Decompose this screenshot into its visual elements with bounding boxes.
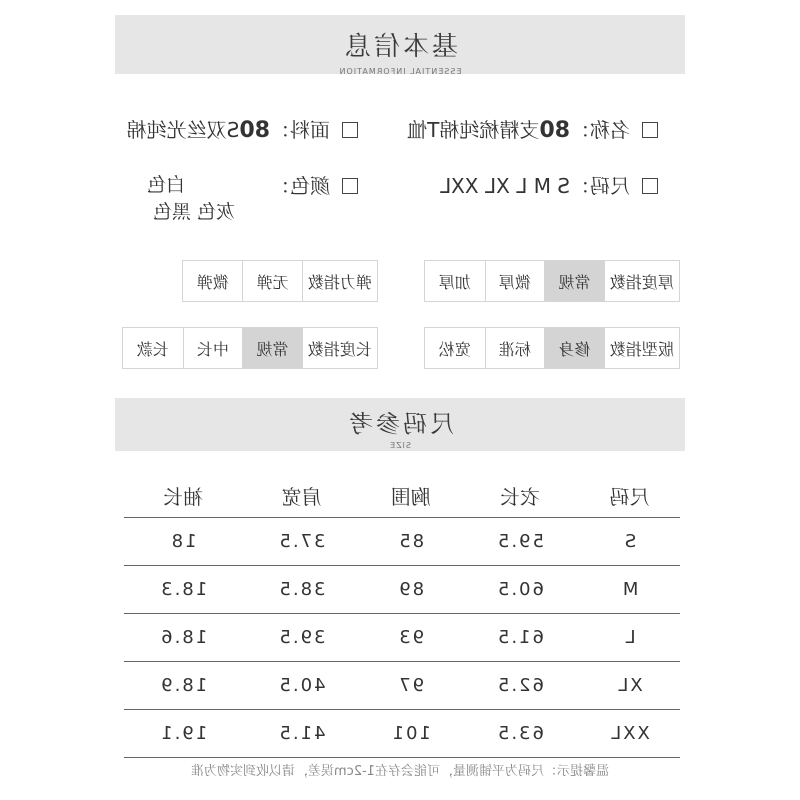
table-cell: 85 — [361, 518, 461, 566]
name-checkbox[interactable] — [642, 122, 658, 138]
elasticity-label: 弹力指数 — [302, 261, 377, 301]
elasticity-option-slight[interactable]: 微弹 — [196, 272, 229, 292]
table-cell: 61.5 — [461, 614, 579, 662]
table-cell: 18 — [124, 518, 242, 566]
color-label: 颜色： — [270, 174, 330, 198]
table-cell: 89 — [361, 566, 461, 614]
field-name — [407, 116, 658, 145]
thickness-label: 厚度指数 — [604, 261, 679, 301]
table-cell: 93 — [361, 614, 461, 662]
size-value: S M L XL XXL — [440, 174, 570, 198]
basic-info-banner — [115, 15, 685, 74]
header-sleeve: 袖长 — [124, 473, 242, 518]
header-length: 衣长 — [461, 473, 579, 518]
table-cell: 39.5 — [242, 614, 360, 662]
elasticity-option-none[interactable]: 无弹 — [242, 261, 301, 301]
fabric-label: 面料： — [270, 118, 330, 142]
table-row — [124, 662, 680, 710]
size-reference-title: 尺码参考 — [346, 410, 454, 438]
fit-option-standard[interactable]: 标准 — [485, 328, 545, 368]
field-color — [270, 172, 358, 200]
table-cell: 18.6 — [124, 614, 242, 662]
length-option-mid-long[interactable]: 中长 — [183, 328, 243, 368]
table-cell: 18.3 — [124, 566, 242, 614]
measurement-tip: 温馨提示：尺码为平铺测量，可能会存在1-2cm误差，请以收到实物为准 — [190, 764, 610, 779]
table-row — [124, 710, 680, 758]
table-cell: M — [579, 566, 680, 614]
basic-info-title: 基本信息 — [342, 32, 459, 62]
field-size — [440, 172, 658, 200]
size-checkbox[interactable] — [642, 178, 658, 194]
table-cell: 40.5 — [242, 662, 360, 710]
fit-scale — [424, 327, 680, 369]
table-cell: 18.9 — [124, 662, 242, 710]
table-cell: S — [579, 518, 680, 566]
color-values-line1: 白色 — [146, 174, 185, 196]
fit-option-slim[interactable]: 修身 — [544, 328, 604, 368]
field-fabric — [127, 116, 358, 145]
length-scale — [122, 327, 378, 369]
table-row — [124, 518, 680, 566]
fabric-value-number: 80 — [239, 118, 270, 143]
length-option-long[interactable]: 长款 — [136, 339, 169, 359]
size-reference-banner — [115, 398, 685, 451]
table-row — [124, 566, 680, 614]
table-row — [124, 614, 680, 662]
length-option-regular[interactable]: 常规 — [242, 328, 302, 368]
fit-label: 版型指数 — [604, 328, 679, 368]
table-cell: 97 — [361, 662, 461, 710]
table-cell: XXL — [579, 710, 680, 758]
color-checkbox[interactable] — [342, 178, 358, 194]
basic-info-subtitle: ESSENTIAL INFORMATION — [338, 67, 462, 76]
length-label: 长度指数 — [302, 328, 377, 368]
name-value-number: 80 — [539, 118, 570, 143]
fabric-checkbox[interactable] — [342, 122, 358, 138]
name-label: 名称： — [570, 118, 630, 142]
table-cell: 63.5 — [461, 710, 579, 758]
table-cell: 41.5 — [242, 710, 360, 758]
table-cell: 38.5 — [242, 566, 360, 614]
size-table — [124, 473, 680, 758]
table-cell: 59.5 — [461, 518, 579, 566]
table-cell: 101 — [361, 710, 461, 758]
name-value-text: 支精梳纯棉T恤 — [407, 118, 540, 142]
table-cell: 60.5 — [461, 566, 579, 614]
header-shoulder: 肩宽 — [242, 473, 360, 518]
thickness-scale — [424, 260, 680, 302]
table-cell: 19.1 — [124, 710, 242, 758]
table-cell: XL — [579, 662, 680, 710]
size-table-header — [124, 473, 680, 518]
fit-option-loose[interactable]: 宽松 — [438, 339, 471, 359]
table-cell: 62.5 — [461, 662, 579, 710]
thickness-option-regular[interactable]: 常规 — [544, 261, 604, 301]
color-values-line2: 灰色 黑色 — [152, 201, 235, 223]
thickness-option-thick[interactable]: 加厚 — [438, 272, 471, 292]
table-cell: 37.5 — [242, 518, 360, 566]
header-size: 尺码 — [579, 473, 680, 518]
fabric-value-text: S双丝光纯棉 — [126, 118, 240, 142]
thickness-option-slightly-thick[interactable]: 微厚 — [485, 261, 545, 301]
size-label: 尺码： — [570, 174, 630, 198]
elasticity-scale — [182, 260, 378, 302]
table-cell: L — [579, 614, 680, 662]
header-chest: 胸围 — [361, 473, 461, 518]
size-reference-subtitle: SIZE — [389, 441, 411, 450]
